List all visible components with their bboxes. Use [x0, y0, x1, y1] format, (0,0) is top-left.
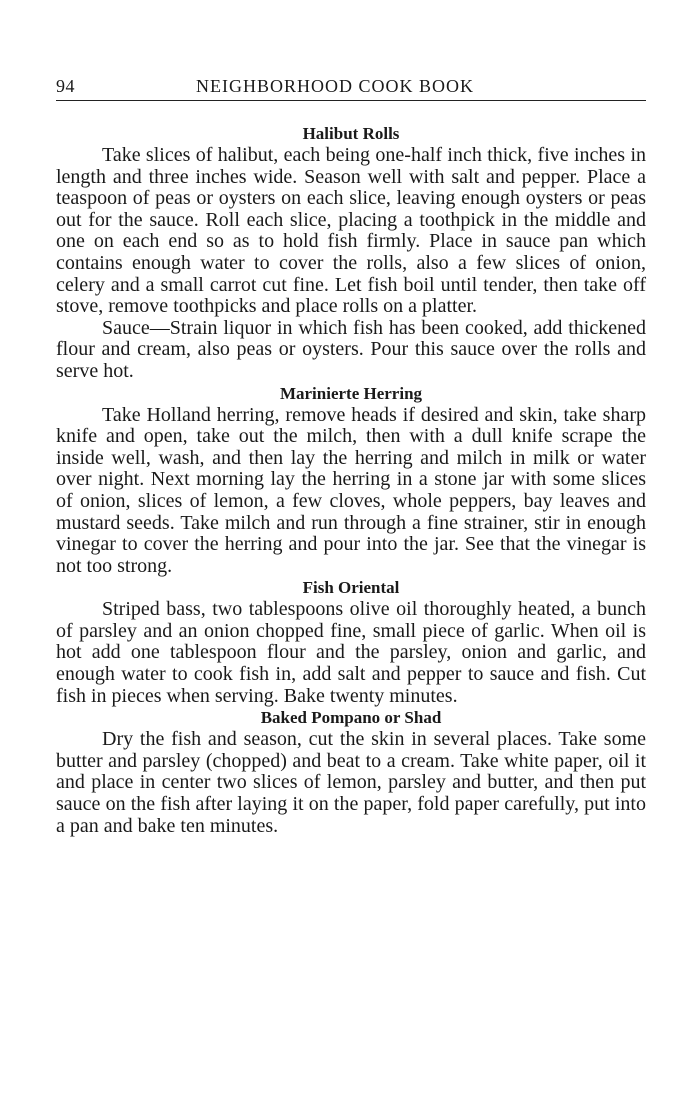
page-number: 94 [56, 76, 75, 96]
book-title: NEIGHBORHOOD COOK BOOK [196, 76, 474, 96]
book-page [56, 72, 646, 837]
recipe-baked-pompano-or-shad [56, 707, 646, 837]
recipe-title: Marinierte Herring [279, 383, 423, 403]
recipe-marinierte-herring [56, 383, 646, 578]
recipe-paragraph: Dry the fish and season, cut the skin in several places. Take some butter and parsley (chopped) and beat to a cream. Take white paper, oil it and place in center two slices of lemon, parsley and butter, and then put sauce on the fish after laying it on the paper, fold paper carefully, put into a pan and bake ten minutes. [56, 728, 646, 837]
recipe-title: Fish Oriental [302, 578, 400, 598]
recipe-paragraph: Take slices of halibut, each being one-half inch thick, five inches in length and three inches wide. Season well with salt and pepper. Place a teaspoon of peas or oysters on each slice, leaving enough oysters or peas out for the sauce. Roll each slice, placing a toothpick in the middle and one on each end so as to hold fish firmly. Place in sauce pan which contains enough water to cover the rolls, also a few slices of onion, celery and a small carrot cut fine. Let fish boil until tender, then take off stove, remove toothpicks and place rolls on a platter. [56, 144, 646, 318]
recipe-halibut-rolls [56, 123, 646, 383]
recipe-paragraph: Sauce—Strain liquor in which fish has been cooked, add thickened flour and cream, also peas or oysters. Pour this sauce over the rolls and serve hot. [56, 316, 646, 382]
recipe-paragraph: Striped bass, two tablespoons olive oil thoroughly heated, a bunch of parsley and an onion chopped fine, small piece of garlic. When oil is hot add one tablespoon flour and the parsley, onion and garlic, and enough water to cook fish in, add salt and pepper to sauce and fish. Cut fish in pieces when serving. Bake twenty minutes. [56, 598, 646, 707]
recipe-title: Baked Pompano or Shad [260, 708, 442, 728]
recipe-fish-oriental [56, 577, 646, 707]
recipe-paragraph: Take Holland herring, remove heads if desired and skin, take sharp knife and open, take out the milch, then with a dull knife scrape the inside well, wash, and then lay the herring and milch in milk or water over night. Next morning lay the herring in a stone jar with some slices of onion, slices of lemon, a few cloves, whole peppers, bay leaves and mustard seeds. Take milch and run through a fine strainer, stir in enough vinegar to cover the herring and pour into the jar. See that the vinegar is not too strong. [56, 403, 646, 577]
recipe-title: Halibut Rolls [302, 124, 400, 143]
running-header [56, 72, 646, 101]
